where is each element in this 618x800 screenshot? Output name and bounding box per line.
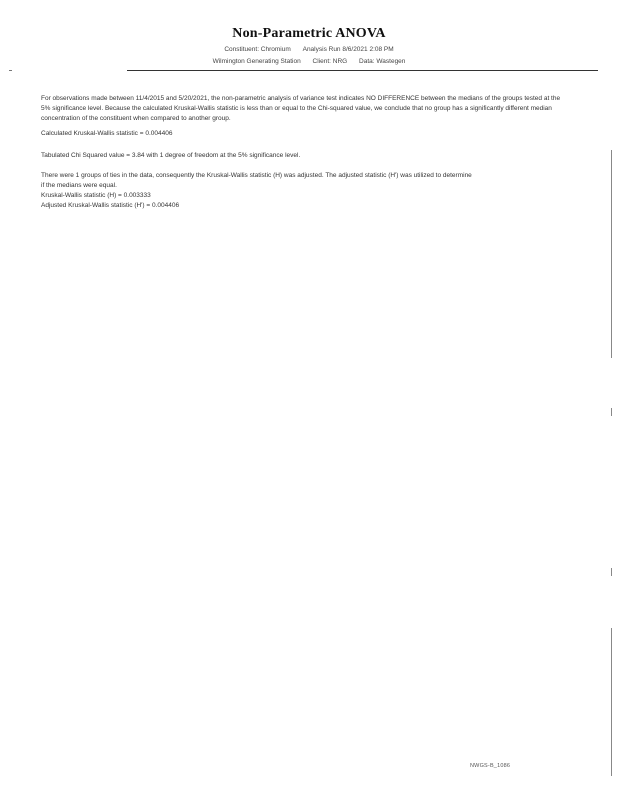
data-label: Data: Wastegen: [359, 58, 406, 65]
scan-edge-mark: [611, 408, 612, 416]
kruskal-wallis-statistic: Calculated Kruskal-Wallis statistic = 0.004406: [41, 130, 173, 137]
client-label: Client: NRG: [312, 58, 348, 65]
scan-edge-mark: [611, 150, 612, 358]
scan-edge-mark: [611, 568, 612, 576]
header-line-2: [0, 58, 618, 65]
analysis-run-label: Analysis Run 8/6/2021 2:08 PM: [302, 46, 394, 53]
constituent-label: Constituent: Chromium: [224, 46, 291, 53]
ties-line-1: There were 1 groups of ties in the data, consequently the Kruskal-Wallis statistic (H) was adjusted. The adjusted statistic (H') was utilized to determine: [41, 172, 472, 179]
chi-squared-value: Tabulated Chi Squared value = 3.84 with 1 degree of freedom at the 5% significance level.: [41, 152, 301, 159]
site-label: Wilmington Generating Station: [212, 58, 301, 65]
adjusted-h-statistic-line: Adjusted Kruskal-Wallis statistic (H') = 0.004406: [41, 202, 180, 209]
footer-document-code: NWGS-B_1086: [470, 763, 511, 769]
ties-paragraph: [41, 171, 571, 211]
page-title: Non-Parametric ANOVA: [232, 26, 386, 41]
header-divider: [127, 70, 598, 71]
conclusion-paragraph: For observations made between 11/4/2015 and 5/20/2021, the non-parametric analysis of variance test indicates NO DIFFERENCE between the medians of the groups tested at the 5% significance level. Because the calculated Kruskal-Wallis statistic is less than or equal to the Chi-squared value, we conclude that no group has a significantly different median concentration of the constituent when compared to another group.: [41, 95, 561, 122]
left-tick-mark: [9, 70, 12, 71]
header-line-1: [0, 46, 618, 53]
h-statistic-line: Kruskal-Wallis statistic (H) = 0.003333: [41, 192, 151, 199]
scan-edge-mark: [611, 628, 612, 776]
ties-line-2: if the medians were equal.: [41, 182, 117, 189]
